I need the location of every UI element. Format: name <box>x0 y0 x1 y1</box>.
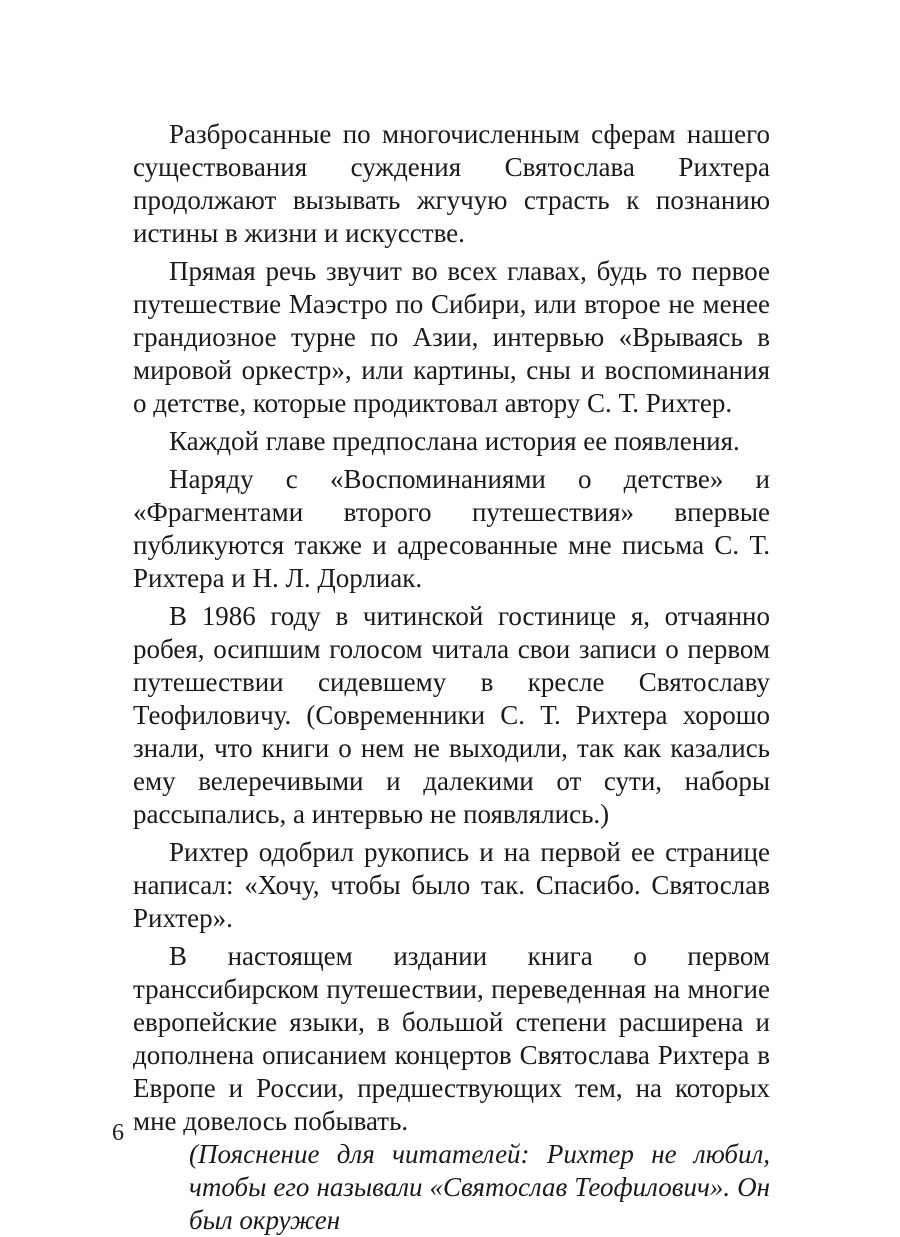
paragraph-7: В настоящем издании книга о первом транссибирском путешествии, переведенная на многие европейские языки, в большой степени расширена и дополнена описанием концертов Святослава Рихтера в Европе и России, предшествующих тем, на которых мне довелось побывать. <box>133 941 770 1136</box>
reader-note: (Пояснение для читателей: Рихтер не любил, чтобы его называли «Святослав Теофилович». Он был окружен <box>189 1139 770 1235</box>
paragraph-5: В 1986 году в читинской гостинице я, отчаянно робея, осипшим голосом читала свои записи о первом путешествии сидевшему в кресле Святославу Теофиловичу. (Современники С. Т. Рихтера хорошо знали, что книги о нем не выходили, так как казались ему велеречивыми и далекими от сути, наборы рассыпались, а интервью не появлялись.) <box>133 601 770 829</box>
main-text <box>133 118 770 1237</box>
page-number: 6 <box>112 1120 124 1146</box>
paragraph-3: Каждой главе предпослана история ее появления. <box>169 426 740 456</box>
paragraph-6: Рихтер одобрил рукопись и на первой ее странице написал: «Хочу, чтобы было так. Спасибо. Святослав Рихтер». <box>133 837 770 933</box>
paragraph-4: Наряду с «Воспоминаниями о детстве» и «Фрагментами второго путешествия» впервые публикуются также и адресованные мне письма С. Т. Рихтера и Н. Л. Дорлиак. <box>133 464 770 593</box>
paragraph-2: Прямая речь звучит во всех главах, будь то первое путешествие Маэстро по Сибири, или второе не менее грандиозное турне по Азии, интервью «Врываясь в мировой оркестр», или картины, сны и воспоминания о детстве, которые продиктовал автору С. Т. Рихтер. <box>133 256 770 418</box>
paragraph-1: Разбросанные по многочисленным сферам нашего существования суждения Святослава Рихтера продолжают вызывать жгучую страсть к познанию истины в жизни и искусстве. <box>133 119 770 248</box>
